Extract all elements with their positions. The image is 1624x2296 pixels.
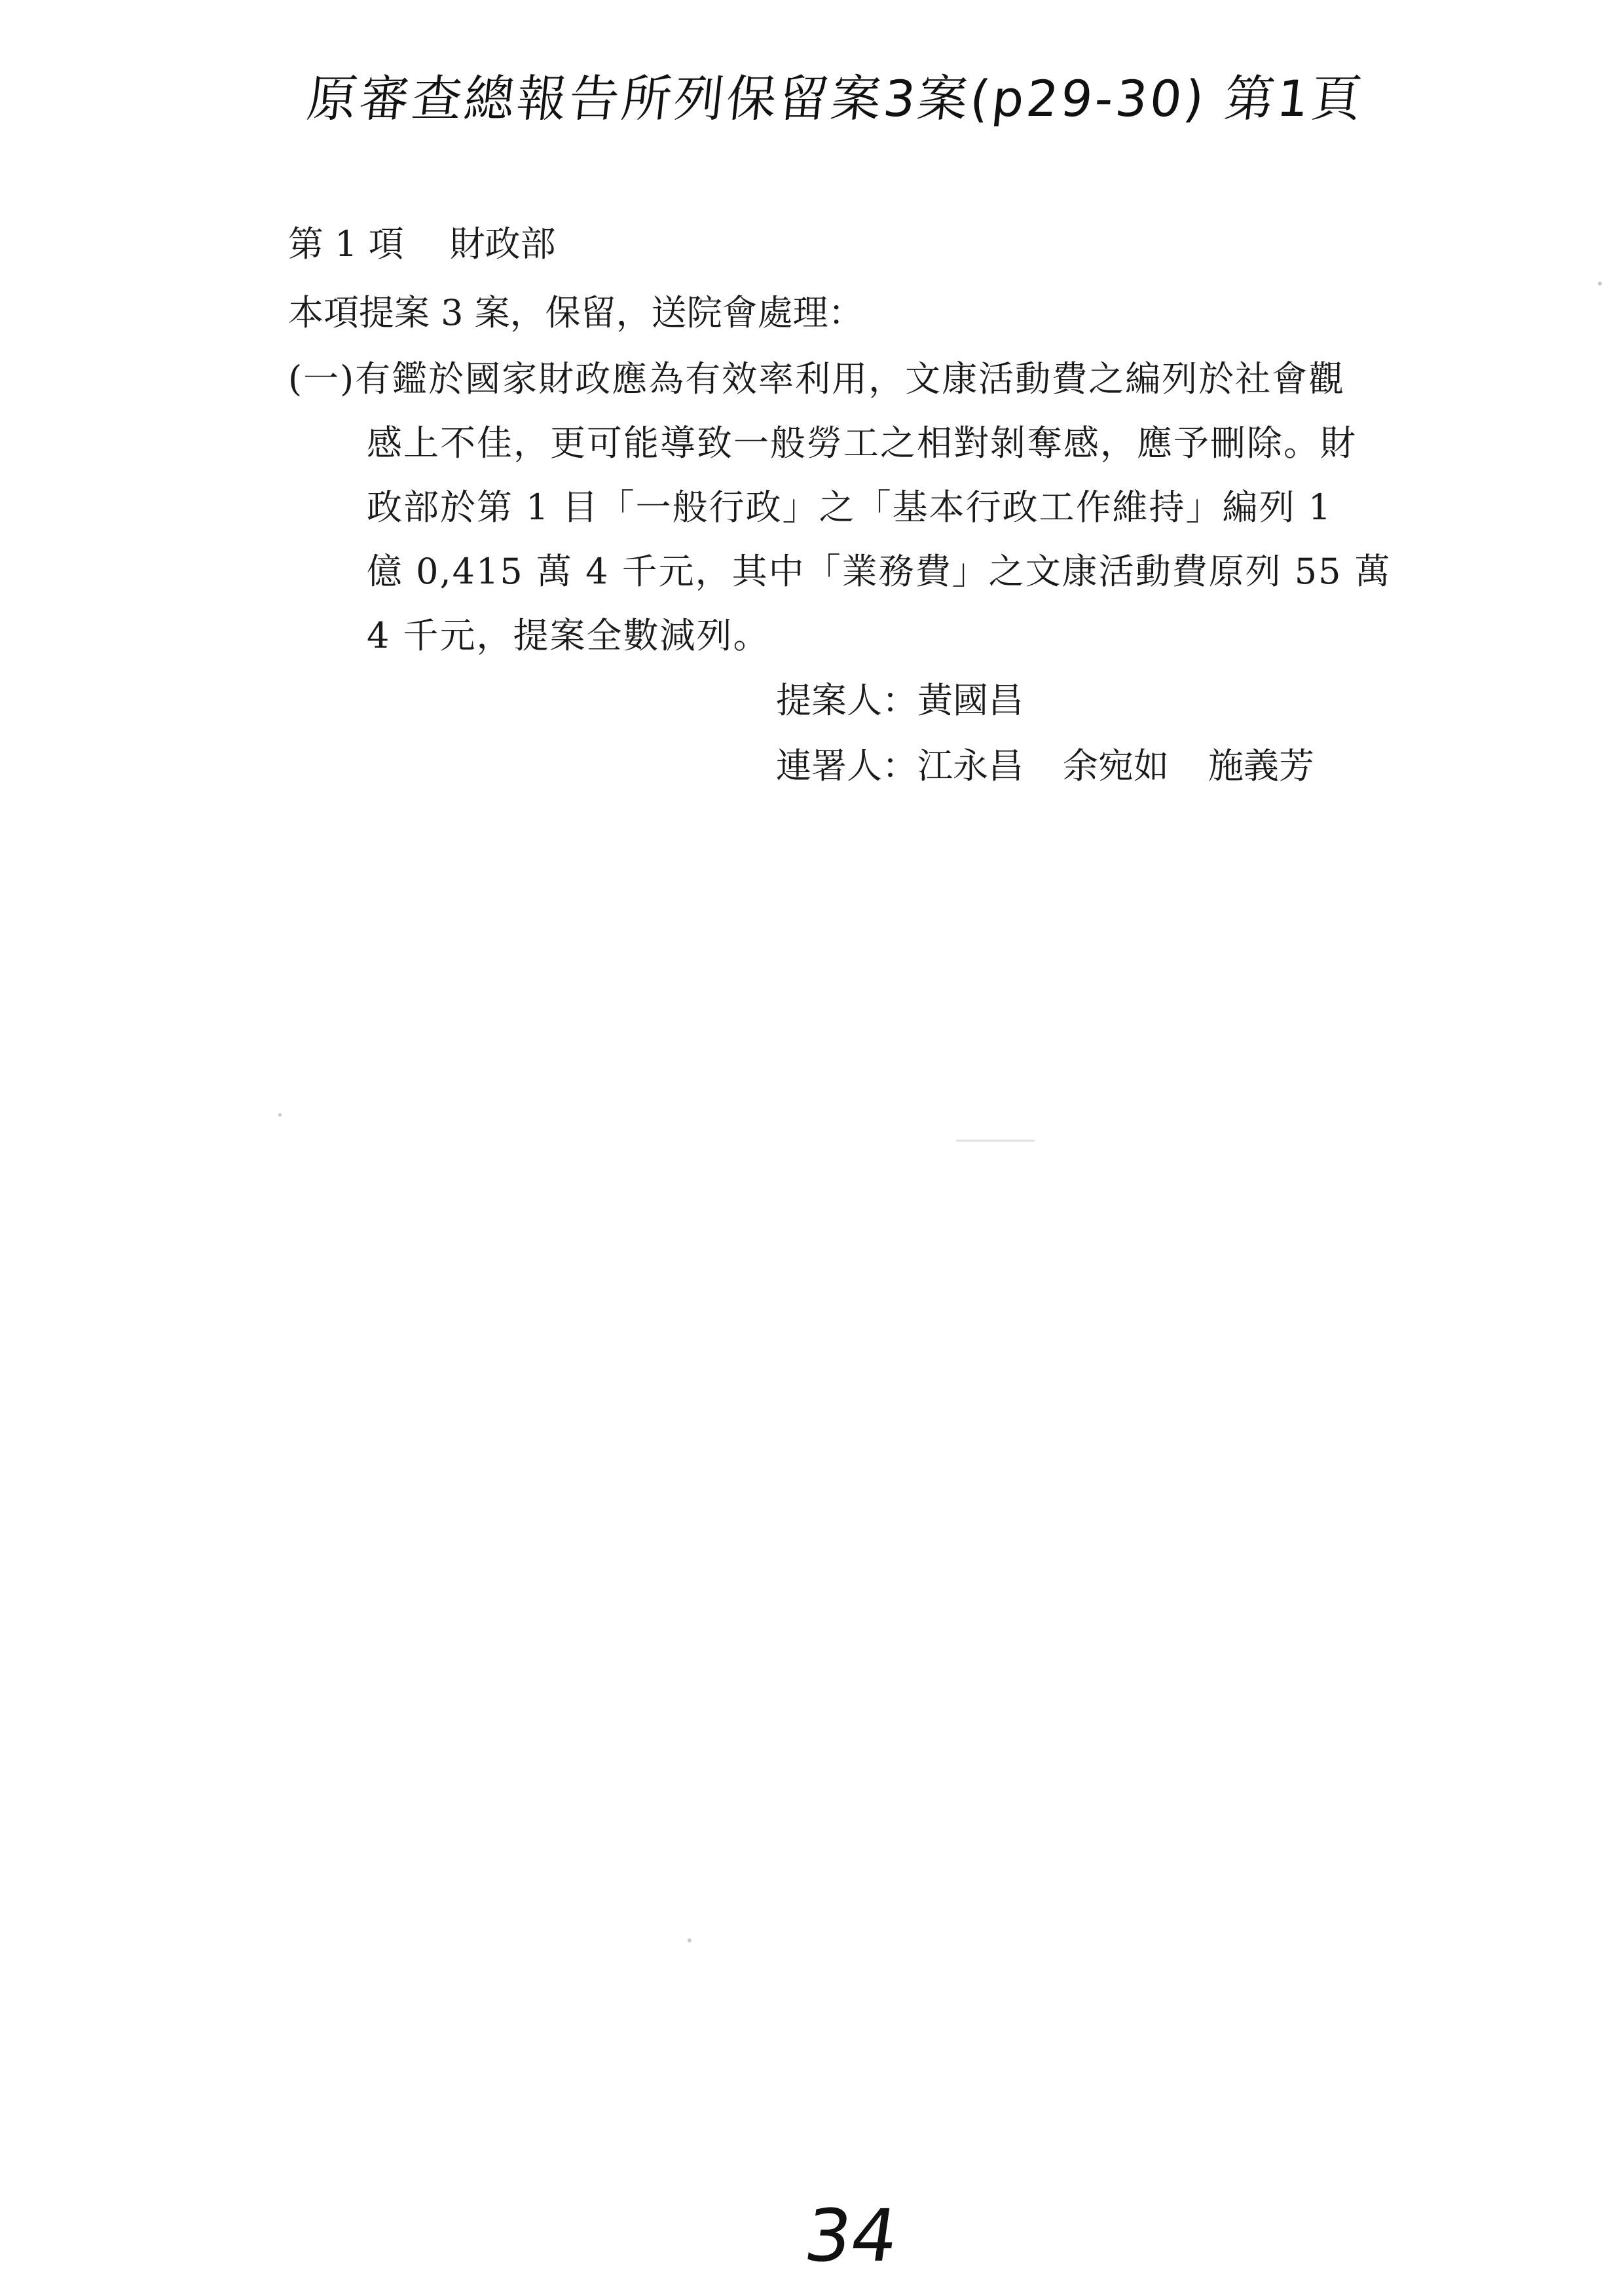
page-number: 34 (800, 2194, 903, 2278)
scan-speck (278, 1113, 282, 1117)
proposal-item (288, 347, 1392, 668)
scan-speck (1598, 282, 1602, 286)
cosigner-name: 余宛如 (1063, 745, 1169, 787)
proposal-line: 億 0,415 萬 4 千元，其中「業務費」之文康活動費原列 55 萬 (367, 551, 1392, 592)
cosigner-name: 施義芳 (1208, 745, 1314, 787)
scan-speck (688, 1938, 692, 1942)
handwritten-header-note: 原審查總報告所列保留案3案(p29-30) 第1頁 (304, 69, 1367, 128)
proposal-line: 感上不佳，更可能導致一般勞工之相對剝奪感，應予刪除。財 (367, 422, 1357, 464)
cosigner-label: 連署人： (776, 745, 917, 787)
proposer-name: 黃國昌 (917, 680, 1024, 721)
section-heading (288, 216, 556, 267)
section-title: 財政部 (449, 223, 556, 265)
proposal-line: 政部於第 1 目「一般行政」之「基本行政工作維持」編列 1 (367, 487, 1333, 528)
proposal-line: (一)有鑑於國家財政應為有效率利用，文康活動費之編列於社會觀 (288, 358, 1346, 399)
intro-line: 本項提案 3 案，保留，送院會處理： (288, 292, 864, 333)
proposal-line: 4 千元，提案全數減列。 (367, 615, 770, 656)
signature-block (776, 668, 1314, 799)
proposer-label: 提案人： (776, 680, 917, 721)
cosigner-name: 江永昌 (917, 745, 1024, 787)
scan-speck (956, 1139, 1035, 1142)
proposer-row (776, 668, 1314, 733)
cosigner-row (776, 733, 1314, 799)
section-number: 第 1 項 (288, 223, 404, 265)
